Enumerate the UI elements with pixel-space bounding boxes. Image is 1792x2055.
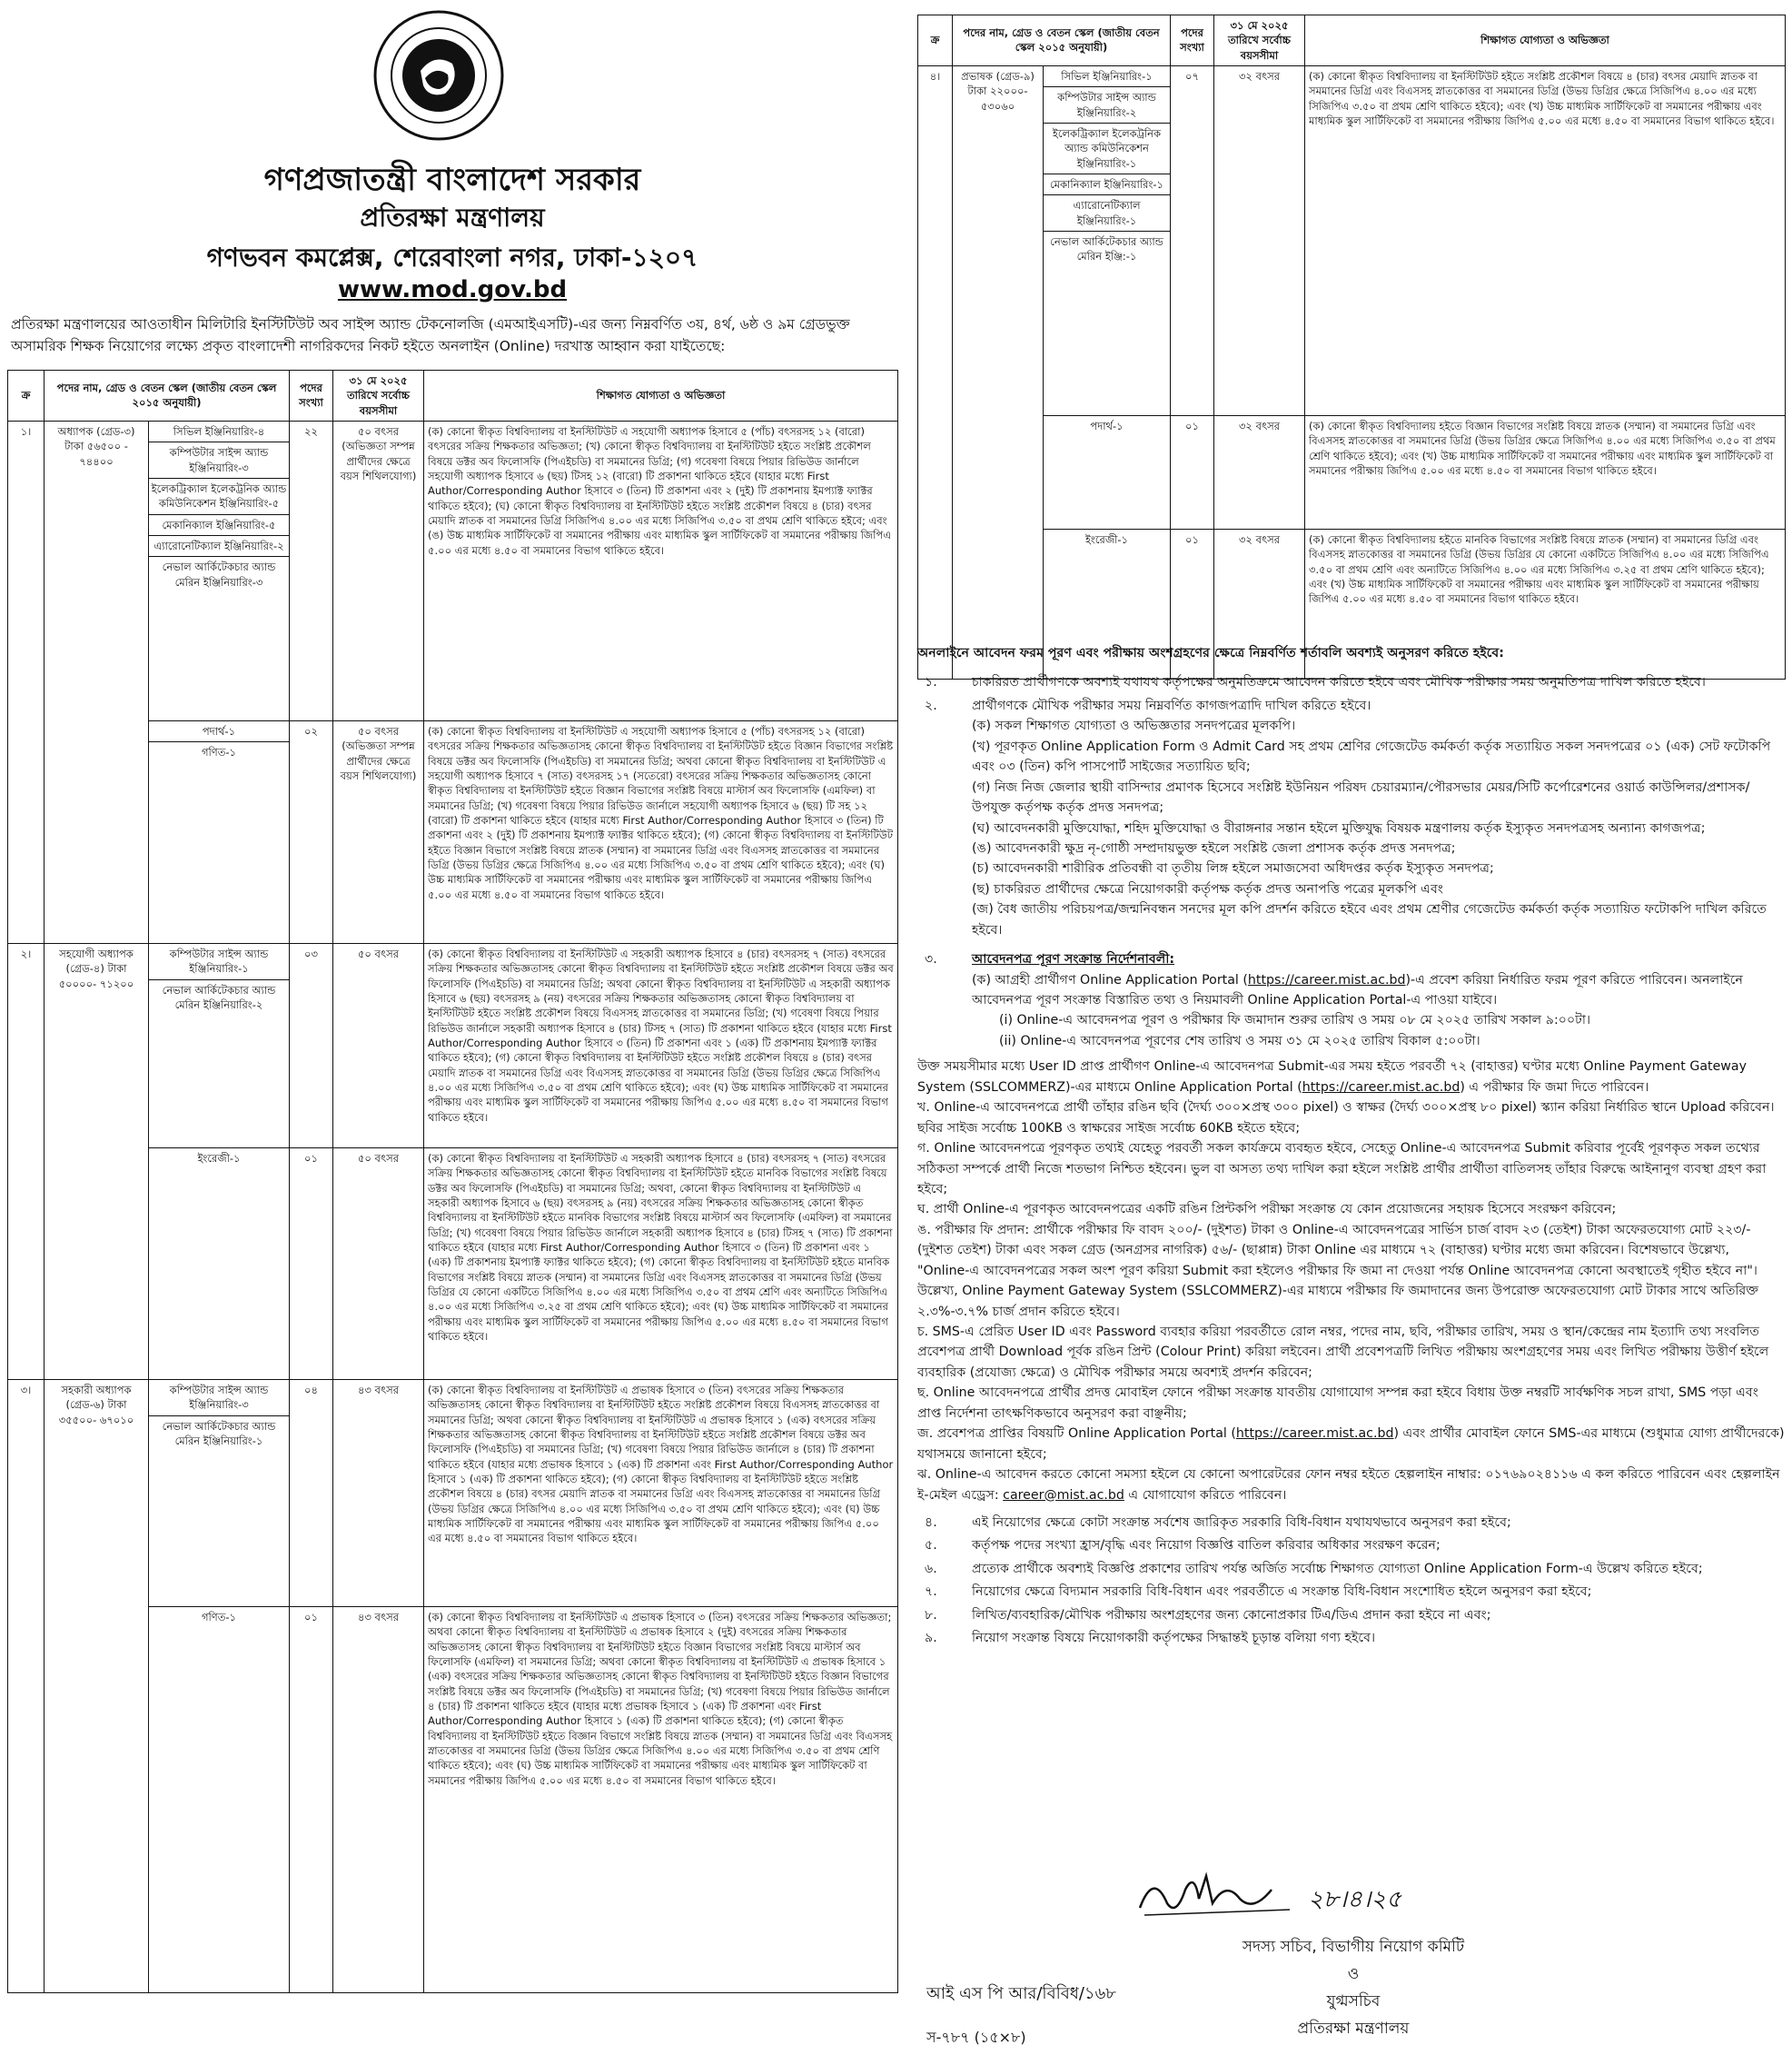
table-row	[918, 65, 1786, 415]
subject-item: সিভিল ইঞ্জিনিয়ারিং-৪	[149, 422, 289, 442]
document-item: (জ) বৈধ জাতীয় পরিচয়পত্র/জন্মনিবন্ধন সনদের মূল কপি প্রদর্শন করিতে হইবে এবং প্রথম শ্রেণীর গেজেটেড কর্মকর্তা কর্তৃক সত্যায়িত ফটোকপি দাখিল করিতে হইবে।	[972, 902, 1767, 938]
subject-item: গণিত-১	[201, 746, 237, 759]
document-item: (ঙ) আবেদনকারী ক্ষুদ্র নৃ-গোষ্ঠী সম্প্রদায়ভুক্ত হইলে সংশ্লিষ্ট জেলা প্রশাসক কর্তৃক প্রদত্ত সনদপত্র;	[972, 840, 1456, 856]
age-limit: ৪৩ বৎসর	[333, 1606, 424, 1992]
government-seal-icon	[371, 7, 507, 144]
subject-list	[149, 1147, 290, 1379]
subject-list	[149, 1379, 290, 1606]
subject-item: নেভাল আর্কিটেকচার অ্যান্ড মেরিন ইঞ্জিনিয়ারিং-৩	[162, 561, 276, 589]
subject-item: সিভিল ইঞ্জিনিয়ারিং-১	[1044, 66, 1170, 87]
career-portal-link[interactable]: https://career.mist.ac.bd	[1235, 1426, 1394, 1442]
career-portal-link[interactable]: https://career.mist.ac.bd	[1302, 1079, 1460, 1095]
signatory-title: সদস্য সচিব, বিভাগীয় নিয়োগ কমিটি	[1242, 1938, 1465, 1956]
age-limit: ৫০ বৎসর (অভিজ্ঞতা সম্পন্ন প্রার্থীদের ক্ষেত্রে বয়স শিথিলযোগ্য)	[333, 720, 424, 943]
list-item: ৩. আবেদনপত্র পূরণ সংক্রান্ত নির্দেশনাবলী: (ক) আগ্রহী প্রার্থীগণ Online Application Portal (https://career.mist.ac.bd)-এ প্রবেশ করিয়া নির্ধারিত ফরম পূরণ করিতে পারিবেন। অনলাইনে আবেদনপত্র পূরণ সংক্রান্ত বিস্তারিত তথ্য ও নিয়মাবলী Online Application Portal-এ পাওয়া যাইবে। (i) Online-এ আবেদনপত্র পূরণ ও পরীক্ষার ফি জমাদান শুরুর তারিখ ও সময় ০৮ মে ২০২৫ তারিখ সকাল ৯:০০টা। (ii) Online-এ আবেদনপত্র পূরণের শেষ তারিখ ও সময় ৩১ মে ২০২৫ তারিখ বিকাল ৫:০০টা।	[925, 952, 1743, 1048]
list-item: ২. প্রার্থীগণকে মৌখিক পরীক্ষার সময় নিম্নবর্ণিত কাগজপত্রাদি দাখিল করিতে হইবে। (ক) সকল শিক্ষাগত যোগ্যতা ও অভিজ্ঞতার সনদপত্রের মূলকপি। (খ) পূরণকৃত Online Application Form ও Admit Card সহ প্রথম শ্রেণির গেজেটেড কর্মকর্তা কর্তৃক সত্যায়িত সকল সনদপত্রের ০১ (এক) সেট ফটোকপি এবং ০৩ (তিন) কপি পাসপোর্ট সাইজের সত্যায়িত ছবি; (গ) নিজ নিজ জেলার স্থায়ী বাসিন্দার প্রমাণক হিসেবে সংশ্লিষ্ট ইউনিয়ন পরিষদ চেয়ারম্যান/পৌরসভার মেয়র/সিটি কর্পোরেশনের ওয়ার্ড কাউন্সিলর/প্রশাসক/উপযুক্ত কর্তৃপক্ষ কর্তৃক প্রদত্ত সনদপত্র; (ঘ) আবেদনকারী মুক্তিযোদ্ধা, শহিদ মুক্তিযোদ্ধা ও বীরাঙ্গনার সন্তান হইলে মুক্তিযুদ্ধ বিষয়ক মন্ত্রণালয় কর্তৃক ইস্যুকৃত সনদপত্রসহ অন্যান্য কাগজপত্র; (ঙ) আবেদনকারী ক্ষুদ্র নৃ-গোষ্ঠী সম্প্রদায়ভুক্ত হইলে সংশ্লিষ্ট জেলা প্রশাসক কর্তৃক প্রদত্ত সনদপত্র; (চ) আবেদনকারী শারীরিক প্রতিবন্ধী বা তৃতীয় লিঙ্গ হইলে সমাজসেবা অধিদপ্তর কর্তৃক ইস্যুকৃত সনদপত্র; (ছ) চাকরিরত প্রার্থীদের ক্ষেত্রে নিয়োগকারী কর্তৃপক্ষ কর্তৃক প্রদত্ত অনাপত্তি পত্রের মূলকপি এবং (জ) বৈধ জাতীয় পরিচয়পত্র/জন্মনিবন্ধন সনদের মূল কপি প্রদর্শন করিতে হইবে এবং প্রথম শ্রেণীর গেজেটেড কর্মকর্তা কর্তৃক সত্যায়িত ফটোকপি দাখিল করিতে হইবে।	[917, 696, 1785, 940]
post-count: ০৩	[290, 943, 333, 1147]
subject-item: কম্পিউটার সাইন্স অ্যান্ড ইঞ্জিনিয়ারিং-৩	[149, 442, 289, 479]
document-title: গণপ্রজাতন্ত্রী বাংলাদেশ সরকার	[263, 162, 641, 198]
post-count: ০১	[290, 1147, 333, 1379]
table-row	[8, 1379, 898, 1606]
qualification-text: (ক) কোনো স্বীকৃত বিশ্ববিদ্যালয় বা ইনস্টিটিউট এ সহযোগী অধ্যাপক হিসাবে ৫ (পাঁচ) বৎসরসহ ১২ (বারো) বৎসরের সক্রিয় শিক্ষকতার অভিজ্ঞতাসহ কোনো স্বীকৃত বিশ্ববিদ্যালয় বা ইনস্টিটিউট হইতে বিজ্ঞান বিভাগের সংশ্লিষ্ট বিষয়ে ডক্টর অব ফিলোসফি (পিএইচডি) বা সমমানের ডিগ্রি; অথবা কোনো স্বীকৃত বিশ্ববিদ্যালয় বা ইনস্টিটিউট এ সহযোগী অধ্যাপক হিসাবে ৭ (সাত) বৎসরসহ ১৭ (সতেরো) বৎসরের সক্রিয় শিক্ষকতার অভিজ্ঞতাসহ কোনো স্বীকৃত বিশ্ববিদ্যালয় বা ইনস্টিটিউট হইতে বিজ্ঞান বিভাগের সংশ্লিষ্ট বিষয়ে মাস্টার্স অব ফিলোসফি (এমফিল) বা সমমানের ডিগ্রি; (খ) গবেষণা বিষয়ে পিয়ার রিভিউড জার্নালে সহযোগী অধ্যাপক হিসাবে ৬ (ছয়) টি সহ ১২ (বারো) টি প্রকাশনা থাকিতে হইবে (যাহার মধ্যে First Author/Corresponding Author হিসাবে ৩ (তিন) টি প্রকাশনা এবং ২ (দুই) টি প্রকাশনায় ইমপ্যাক্ট ফ্যাক্টর থাকিতে হইবে); (গ) কোনো স্বীকৃত বিশ্ববিদ্যালয় বা ইনস্টিটিউট হইতে বিজ্ঞান বিভাগে সংশ্লিষ্ট বিষয়ে স্নাতক (সম্মান) বা সমমানের ডিগ্রি এবং বিএসসহ স্নাতকোত্তর বা সমমানের ডিগ্রি (উভয় ডিগ্রির ক্ষেত্রে সিজিপিএ ৪.০০ এর মধ্যে সিজিপিএ ৩.৫০ বা প্রথম শ্রেণি থাকিতে হইবে); এবং (ঘ) উচ্চ মাধ্যমিক সার্টিফিকেট বা সমমানের পরীক্ষায় এবং মাধ্যমিক স্কুল সার্টিফিকেট বা সমমানের পরীক্ষায় জিপিএ ৫.০০ এর মধ্যে ৪.৫০ বা সমমানের বিভাগ থাকিতে হইবে।	[424, 720, 898, 943]
subject-item: গণিত-১	[201, 1610, 237, 1623]
table-row	[918, 415, 1786, 529]
document-item: (খ) পূরণকৃত Online Application Form ও Admit Card সহ প্রথম শ্রেণির গেজেটেড কর্মকর্তা কর্তৃক সত্যায়িত সকল সনদপত্রের ০১ (এক) সেট ফটোকপি এবং ০৩ (তিন) কপি পাসপোর্ট সাইজের সত্যায়িত ছবি;	[972, 739, 1771, 775]
ministry-address: গণভবন কমপ্লেক্স, শেরেবাংলা নগর, ঢাকা-১২০৭	[206, 243, 698, 273]
table-row	[8, 943, 898, 1147]
col-age: ৩১ মে ২০২৫ তারিখে সর্বোচ্চ বয়সসীমা	[1214, 15, 1305, 66]
table-header-row	[8, 371, 898, 422]
ministry-website-link[interactable]: www.mod.gov.bd	[337, 276, 568, 303]
post-count: ০৭	[1171, 65, 1214, 415]
col-sl: ক্র	[918, 15, 953, 66]
application-conditions: অনলাইনে আবেদন ফরম পূরণ এবং পরীক্ষায় অংশগ্রহণের ক্ষেত্রে নিম্নবর্ণিত শর্তাবলি অবশ্যই অনুসরণ করিতে হইবে: ১. চাকরিরত প্রার্থীগণকে অবশ্যই যথাযথ কর্তৃপক্ষের অনুমতিক্রমে আবেদন করিতে হইবে এবং মৌখিক পরীক্ষার সময় অনুমতিপত্র দাখিল করিতে হইবে। ২. প্রার্থীগণকে মৌখিক পরীক্ষার সময় নিম্নবর্ণিত কাগজপত্রাদি দাখিল করিতে হইবে। (ক) সকল শিক্ষাগত যোগ্যতা ও অভিজ্ঞতার সনদপত্রের মূলকপি। (খ) পূরণকৃত Online Application Form ও Admit Card সহ প্রথম শ্রেণির গেজেটেড কর্মকর্তা কর্তৃক সত্যায়িত সকল সনদপত্রের ০১ (এক) সেট ফটোকপি এবং ০৩ (তিন) কপি পাসপোর্ট সাইজের সত্যায়িত ছবি; (গ) নিজ নিজ জেলার স্থায়ী বাসিন্দার প্রমাণক হিসেবে সংশ্লিষ্ট ইউনিয়ন পরিষদ চেয়ারম্যান/পৌরসভার মেয়র/সিটি কর্পোরেশনের ওয়ার্ড কাউন্সিলর/প্রশাসক/উপযুক্ত কর্তৃপক্ষ কর্তৃক প্রদত্ত সনদপত্র; (ঘ) আবেদনকারী মুক্তিযোদ্ধা, শহিদ মুক্তিযোদ্ধা ও বীরাঙ্গনার সন্তান হইলে মুক্তিযুদ্ধ বিষয়ক মন্ত্রণালয় কর্তৃক ইস্যুকৃত সনদপত্রসহ অন্যান্য কাগজপত্র; (ঙ) আবেদনকারী ক্ষুদ্র নৃ-গোষ্ঠী সম্প্রদায়ভুক্ত হইলে সংশ্লিষ্ট জেলা প্রশাসক কর্তৃক প্রদত্ত সনদপত্র; (চ) আবেদনকারী শারীরিক প্রতিবন্ধী বা তৃতীয় লিঙ্গ হইলে সমাজসেবা অধিদপ্তর কর্তৃক ইস্যুকৃত সনদপত্র; (ছ) চাকরিরত প্রার্থীদের ক্ষেত্রে নিয়োগকারী কর্তৃপক্ষ কর্তৃক প্রদত্ত অনাপত্তি পত্রের মূলকপি এবং (জ) বৈধ জাতীয় পরিচয়পত্র/জন্মনিবন্ধন সনদের মূল কপি প্রদর্শন করিতে হইবে এবং প্রথম শ্রেণীর গেজেটেড কর্মকর্তা কর্তৃক সত্যায়িত ফটোকপি দাখিল করিতে হইবে। ৩. আবেদনপত্র পূরণ সংক্রান্ত নির্দেশনাবলী: (ক) আগ্রহী প্রার্থীগণ Online Application Portal (https://career.mist.ac.bd)-এ প্রবেশ করিয়া নির্ধারিত ফরম পূরণ করিতে পারিবেন। অনলাইনে আবেদনপত্র পূরণ সংক্রান্ত বিস্তারিত তথ্য ও নিয়মাবলী Online Application Portal-এ পাওয়া যাইবে। (i) Online-এ আবেদনপত্র পূরণ ও পরীক্ষার ফি জমাদান শুরুর তারিখ ও সময় ০৮ মে ২০২৫ তারিখ সকাল ৯:০০টা। (ii) Online-এ আবেদনপত্র পূরণের শেষ তারিখ ও সময় ৩১ মে ২০২৫ তারিখ বিকাল ৫:০০টা। উক্ত সময়সীমার মধ্যে User ID প্রাপ্ত প্রার্থীগণ Online-এ আবেদনপত্র Submit-এর সময় হইতে পরবর্তী ৭২ (বাহাত্তর) ঘণ্টার মধ্যে Online Payment Gateway System (SSLCOMMERZ)-এর মাধ্যমে Online Application Portal (https://career.mist.ac.bd) এ পরীক্ষার ফি জমা দিতে পারিবেন। খ. Online-এ আবেদনপত্রে প্রার্থী তাঁহার রঙিন ছবি (দৈর্ঘ্য ৩০০×প্রস্থ ৩০০ pixel) ও স্বাক্ষর (দৈর্ঘ্য ৩০০×প্রস্থ ৮০ pixel) স্ক্যান করিয়া নির্ধারিত স্থানে Upload করিবেন। ছবির সাইজ সর্বোচ্চ 100KB ও স্বাক্ষরের সাইজ সর্বোচ্চ 60KB হইতে হইবে; গ. Online আবেদনপত্রে পূরণকৃত তথ্যই যেহেতু পরবর্তী সকল কার্যক্রমে ব্যবহৃত হইবে, সেহেতু Online-এ আবেদনপত্র Submit করিবার পূর্বেই পূরণকৃত সকল তথ্যের সঠিকতা সম্পর্কে প্রার্থী নিজে শতভাগ নিশ্চিত হইবেন। ভুল বা অসত্য তথ্য দাখিল করা হইলে সংশ্লিষ্ট প্রার্থীর প্রার্থীতা বাতিলসহ তাঁহার বিরুদ্ধে আইনানুগ ব্যবস্থা গ্রহণ করা হইবে; ঘ. প্রার্থী Online-এ পূরণকৃত আবেদনপত্রের একটি রঙিন প্রিন্টকপি পরীক্ষা সংক্রান্ত যে কোন প্রয়োজনের সহায়ক হিসেবে সংরক্ষণ করিবেন; ঙ. পরীক্ষার ফি প্রদান: প্রার্থীকে পরীক্ষার ফি বাবদ ২০০/- (দুইশত) টাকা ও Online-এ আবেদনপত্রের সার্ভিস চার্জ বাবদ ২৩ (তেইশ) টাকা অফেরতযোগ্য মোট ২২৩/- (দুইশত তেইশ) টাকা এবং সকল গ্রেড (অনগ্রসর নাগরিক) ৫৬/- (ছাপ্পান্ন) টাকা Online এর মাধ্যমে ৭২ (বাহাত্তর) ঘণ্টার মধ্যে জমা করিবেন। বিশেষভাবে উল্লেখ্য, "Online-এ আবেদনপত্রের সকল অংশ পূরণ করিয়া Submit করা হইলেও পরীক্ষার ফি জমা না দেওয়া পর্যন্ত Online আবেদনপত্র কোনো অবস্থাতেই গৃহীত হইবে না"। উল্লেখ্য, Online Payment Gateway System (SSLCOMMERZ)-এর মাধ্যমে পরীক্ষার ফি জমাদানের জন্য উপরোক্ত অফেরতযোগ্য মোট টাকার সাথে অতিরিক্ত ২.৩%-৩.৭% চার্জ প্রদান করিতে হইবে। চ. SMS-এ প্রেরিত User ID এবং Password ব্যবহার করিয়া পরবর্তীতে রোল নম্বর, পদের নাম, ছবি, পরীক্ষার তারিখ, সময় ও স্থান/কেন্দ্রের নাম ইত্যাদি তথ্য সংবলিত প্রবেশপত্র প্রার্থী Download পূর্বক রঙিন প্রিন্ট (Colour Print) করিয়া লইবেন। প্রার্থী প্রবেশপত্রটি লিখিত পরীক্ষায় অংশগ্রহণের সময় এবং লিখিত পরীক্ষায় উত্তীর্ণ হইলে ব্যবহারিক (প্রযোজ্য ক্ষেত্রে) ও মৌখিক পরীক্ষার সময়ে অবশ্যই প্রদর্শন করিবেন; ছ. Online আবেদনপত্রে প্রার্থীর প্রদত্ত মোবাইল ফোনে পরীক্ষা সংক্রান্ত যাবতীয় যোগাযোগ সম্পন্ন করা হইবে বিধায় উক্ত নম্বরটি সার্বক্ষণিক সচল রাখা, SMS পড়া এবং প্রাপ্ত নির্দেশনা তাৎক্ষণিকভাবে অনুসরণ করা বাঞ্ছনীয়; জ. প্রবেশপত্র প্রাপ্তির বিষয়টি Online Application Portal (https://career.mist.ac.bd) এবং প্রার্থীর মোবাইল ফোনে SMS-এর মাধ্যমে (শুধুমাত্র যোগ্য প্রার্থীদেরকে) যথাসময়ে জানানো হইবে; ঝ. Online-এ আবেদন করতে কোনো সমস্যা হইলে যে কোনো অপারেটরের ফোন নম্বর হইতে হেল্পলাইন নাম্বার: ০১৭৬৯০২৪১১৬ এ কল করিতে পারিবেন এবং হেল্পলাইন ই-মেইল এড্রেস: career@mist.ac.bd এ যোগাযোগ করিতে পারিবেন। ৪. এই নিয়োগের ক্ষেত্রে কোটা সংক্রান্ত সর্বশেষ জারিকৃত সরকারি বিধি-বিধান যথাযথভাবে অনুসরণ করা হইবে; ৫. কর্তৃপক্ষ পদের সংখ্যা হ্রাস/বৃদ্ধি এবং নিয়োগ বিজ্ঞপ্তি বাতিল করিবার অধিকার সংরক্ষণ করেন; ৬. প্রত্যেক প্রার্থীকে অবশ্যই বিজ্ঞপ্তি প্রকাশের তারিখ পর্যন্ত অর্জিত সর্বোচ্চ শিক্ষাগত যোগ্যতা Online Application Form-এ উল্লেখ করিতে হইবে; ৭. নিয়োগের ক্ষেত্রে বিদ্যমান সরকারি বিধি-বিধান এবং পরবর্তীতে এ সংক্রান্ত বিধি-বিধান সংশোধিত হইলে অনুসরণ করা হইবে; ৮. লিখিত/ব্যবহারিক/মৌখিক পরীক্ষায় অংশগ্রহণের জন্য কোনোপ্রকার টিএ/ডিএ প্রদান করা হইবে না এবং; ৯. নিয়োগ সংক্রান্ত বিষয়ে নিয়োগকারী কর্তৃপক্ষের সিদ্ধান্তই চূড়ান্ত বলিয়া গণ্য হইবে।	[917, 643, 1785, 1649]
subject-item: ইংরেজী-১	[197, 1151, 241, 1165]
col-post: পদের নাম, গ্রেড ও বেতন স্কেল (জাতীয় বেতন স্কেল ২০১৫ অনুযায়ী)	[45, 371, 290, 422]
qualification-text: (ক) কোনো স্বীকৃত বিশ্ববিদ্যালয় হইতে বিজ্ঞান বিভাগের সংশ্লিষ্ট বিষয়ে স্নাতক (সম্মান) বা সমমানের ডিগ্রি এবং বিএসসহ স্নাতকোত্তর বা সমমানের ডিগ্রি (উভয় ডিগ্রির ক্ষেত্রে সিজিপিএ ৪.০০ এর মধ্যে সিজিপিএ ৩.৫০ বা প্রথম শ্রেণি থাকিতে হইবে); এবং (খ) উচ্চ মাধ্যমিক সার্টিফিকেট বা সমমানের পরীক্ষায় এবং মাধ্যমিক স্কুল সার্টিফিকেট বা সমমানের পরীক্ষায় জিপিএ ৫.০০ এর মধ্যে ৪.৫০ বা সমমানের বিভাগ থাকিতে হইবে।	[1305, 415, 1786, 529]
qualification-text: (ক) কোনো স্বীকৃত বিশ্ববিদ্যালয় বা ইনস্টিটিউট এ সহযোগী অধ্যাপক হিসাবে ৫ (পাঁচ) বৎসরসহ ১২ (বারো) বৎসরের সক্রিয় শিক্ষকতার অভিজ্ঞতা; (খ) কোনো স্বীকৃত বিশ্ববিদ্যালয় বা ইনস্টিটিউট হইতে সংশ্লিষ্ট প্রকৌশল বিষয়ে ডক্টর অব ফিলোসফি (পিএইচডি) বা সমমানের ডিগ্রি; (গ) গবেষণা বিষয়ে পিয়ার রিভিউড জার্নালে সহযোগী অধ্যাপক হিসাবে ৬ (ছয়) টিসহ ১২ (বারো) টি প্রকাশনা থাকিতে হইবে (যাহার মধ্যে First Author/Corresponding Author হিসাবে ৩ (তিন) টি প্রকাশনা এবং ২ (দুই) টি প্রকাশনায় ইমপ্যাক্ট ফ্যাক্টর থাকিতে হইবে); (ঘ) কোনো স্বীকৃত বিশ্ববিদ্যালয় বা ইনস্টিটিউট হইতে সংশ্লিষ্ট প্রকৌশল বিষয়ে ৪ (চার) বৎসর মেয়াদি স্নাতক বা সমমানের ডিগ্রি সিজিপিএ ৪.০০ এর মধ্যে সিজিপিএ ৩.৫০ বা প্রথম শ্রেণি থাকিতে হইবে; এবং (ঙ) উচ্চ মাধ্যমিক সার্টিফিকেট বা সমমানের পরীক্ষায় এবং মাধ্যমিক স্কুল সার্টিফিকেট বা সমমানের পরীক্ষায় জিপিএ ৫.০০ এর মধ্যে ৪.৫০ বা সমমানের বিভাগ থাকিতে হইবে।	[424, 421, 898, 720]
qualification-text: (ক) কোনো স্বীকৃত বিশ্ববিদ্যালয় বা ইনস্টিটিউট এ প্রভাষক হিসাবে ৩ (তিন) বৎসরের সক্রিয় শিক্ষকতার অভিজ্ঞতা; অথবা কোনো স্বীকৃত বিশ্ববিদ্যালয় বা ইনস্টিটিউট এ প্রভাষক হিসাবে ২ (দুই) বৎসরের সক্রিয় শিক্ষকতার অভিজ্ঞতাসহ কোনো স্বীকৃত বিশ্ববিদ্যালয় বা ইনস্টিটিউট হইতে বিজ্ঞান বিভাগের সংশ্লিষ্ট বিষয়ে মাস্টার্স অব ফিলোসফি (এমফিল) বা সমমানের ডিগ্রি; অথবা কোনো স্বীকৃত বিশ্ববিদ্যালয় বা ইনস্টিটিউট এ প্রভাষক হিসাবে ১ (এক) বৎসরের সক্রিয় শিক্ষকতার অভিজ্ঞতাসহ কোনো স্বীকৃত বিশ্ববিদ্যালয় বা ইনস্টিটিউট হইতে বিজ্ঞান বিভাগের সংশ্লিষ্ট বিষয়ে ডক্টর অব ফিলোসফি (পিএইচডি) বা সমমানের ডিগ্রি; (খ) গবেষণা বিষয়ে পিয়ার রিভিউড জার্নালে ৪ (চার) টি প্রকাশনা থাকিতে হইবে (যাহার মধ্যে প্রভাষক হিসাবে ১ (এক) টি প্রকাশনা এবং First Author/Corresponding Author হিসাবে ১ (এক) টি প্রকাশনা থাকিতে হইবে); (গ) কোনো স্বীকৃত বিশ্ববিদ্যালয় বা ইনস্টিটিউট হইতে বিজ্ঞান বিভাগে সংশ্লিষ্ট বিষয়ে স্নাতক (সম্মান) বা সমমানের ডিগ্রি এবং বিএসসহ স্নাতকোত্তর বা সমমানের ডিগ্রি (উভয় ডিগ্রির ক্ষেত্রে সিজিপিএ ৪.০০ এর মধ্যে সিজিপিএ ৩.৫০ বা প্রথম শ্রেণি থাকিতে হইবে); এবং (ঘ) উচ্চ মাধ্যমিক সার্টিফিকেট বা সমমানের পরীক্ষায় এবং মাধ্যমিক স্কুল সার্টিফিকেট বা সমমানের পরীক্ষায় জিপিএ ৫.০০ এর মধ্যে ৪.৫০ বা সমমানের বিভাগ থাকিতে হইবে।	[424, 1606, 898, 1992]
post-count: ০২	[290, 720, 333, 943]
post-count: ২২	[290, 421, 333, 720]
row-serial: ১।	[8, 421, 45, 943]
col-qualification: শিক্ষাগত যোগ্যতা ও অভিজ্ঞতা	[1305, 15, 1786, 66]
subject-list	[149, 421, 290, 720]
subject-item: ইলেকট্রিক্যাল ইলেকট্রনিক অ্যান্ড কমিউনিকেশন ইঞ্জিনিয়ারিং-৫	[149, 479, 289, 515]
list-item: ৮. লিখিত/ব্যবহারিক/মৌখিক পরীক্ষায় অংশগ্রহণের জন্য কোনোপ্রকার টিএ/ডিএ প্রদান করা হইবে না এবং;	[925, 1607, 1491, 1623]
subject-item: ইংরেজী-১	[1084, 532, 1129, 546]
qualification-text: (ক) কোনো স্বীকৃত বিশ্ববিদ্যালয় বা ইনস্টিটিউট এ সহকারী অধ্যাপক হিসাবে ৪ (চার) বৎসরসহ ৭ (সাত) বৎসরের সক্রিয় শিক্ষকতার অভিজ্ঞতাসহ কোনো স্বীকৃত বিশ্ববিদ্যালয় বা ইনস্টিটিউট হইতে সংশ্লিষ্ট প্রকৌশল বিষয়ে ডক্টর অব ফিলোসফি (পিএইচডি) বা সমমানের ডিগ্রি; অথবা কোনো স্বীকৃত বিশ্ববিদ্যালয় বা ইনস্টিটিউট এ সহকারী অধ্যাপক হিসাবে ৬ (ছয়) বৎসরসহ ৯ (নয়) বৎসরের সক্রিয় শিক্ষকতার অভিজ্ঞতাসহ কোনো স্বীকৃত বিশ্ববিদ্যালয় বা ইনস্টিটিউট হইতে সংশ্লিষ্ট প্রকৌশল বিষয়ে বিএসসহ স্নাতকোত্তর বা সমমানের ডিগ্রি; (খ) গবেষণা বিষয়ে পিয়ার রিভিউড জার্নালে সহকারী অধ্যাপক হিসাবে ৪ (চার) টিসহ ৭ (সাত) টি প্রকাশনা থাকিতে হইবে (যাহার মধ্যে First Author/Corresponding Author হিসাবে ৩ (তিন) টি প্রকাশনা এবং ১ (এক) টি প্রকাশনায় ইমপ্যাক্ট ফ্যাক্টর থাকিতে হইবে); (গ) কোনো স্বীকৃত বিশ্ববিদ্যালয় বা ইনস্টিটিউট হইতে সংশ্লিষ্ট প্রকৌশল বিষয়ে ৪ (চার) বৎসর মেয়াদি স্নাতক বা সমমানের ডিগ্রি এবং বিএসসহ স্নাতকোত্তর বা সমমানের ডিগ্রি (উভয় ডিগ্রির ক্ষেত্রে সিজিপিএ ৪.০০ এর মধ্যে সিজিপিএ ৩.৫০ বা প্রথম শ্রেণি থাকিতে হইবে); এবং (ঘ) উচ্চ মাধ্যমিক সার্টিফিকেট বা সমমানের পরীক্ষায় এবং মাধ্যমিক স্কুল সার্টিফিকেট বা সমমানের পরীক্ষায় জিপিএ ৫.০০ এর মধ্যে ৪.৫০ বা সমমানের বিভাগ থাকিতে হইবে।	[424, 943, 898, 1147]
subject-item: পদার্থ-১	[149, 721, 289, 742]
post-count: ০১	[290, 1606, 333, 1992]
qualification-text: (ক) কোনো স্বীকৃত বিশ্ববিদ্যালয় বা ইনস্টিটিউট এ প্রভাষক হিসাবে ৩ (তিন) বৎসরের সক্রিয় শিক্ষকতার অভিজ্ঞতাসহ কোনো স্বীকৃত বিশ্ববিদ্যালয় বা ইনস্টিটিউট হইতে সংশ্লিষ্ট প্রকৌশল বিষয়ে বিএসসহ স্নাতকোত্তর বা সমমানের ডিগ্রি; অথবা কোনো স্বীকৃত বিশ্ববিদ্যালয় বা ইনস্টিটিউট এ প্রভাষক হিসাবে ১ (এক) বৎসরের সক্রিয় শিক্ষকতার অভিজ্ঞতাসহ কোনো স্বীকৃত বিশ্ববিদ্যালয় বা ইনস্টিটিউট হইতে সংশ্লিষ্ট প্রকৌশল বিষয়ে ডক্টর অব ফিলোসফি (পিএইচডি) বা সমমানের ডিগ্রি; (খ) গবেষণা বিষয়ে পিয়ার রিভিউড জার্নালে ৪ (চার) টি প্রকাশনা থাকিতে হইবে (যাহার মধ্যে প্রভাষক হিসাবে ১ (এক) টি প্রকাশনা এবং First Author/Corresponding Author হিসাবে ১ (এক) টি প্রকাশনা থাকিতে হইবে); (গ) কোনো স্বীকৃত বিশ্ববিদ্যালয় বা ইনস্টিটিউট হইতে সংশ্লিষ্ট প্রকৌশল বিষয়ে ৪ (চার) বৎসর মেয়াদি স্নাতক বা সমমানের ডিগ্রি এবং বিএসসহ স্নাতকোত্তর বা সমমানের ডিগ্রি (উভয় ডিগ্রির ক্ষেত্রে সিজিপিএ ৪.০০ এর মধ্যে সিজিপিএ ৩.৫০ বা প্রথম শ্রেণি থাকিতে হইবে); এবং (ঘ) উচ্চ মাধ্যমিক সার্টিফিকেট বা সমমানের পরীক্ষায় এবং মাধ্যমিক স্কুল সার্টিফিকেট বা সমমানের পরীক্ষায় জিপিএ ৫.০০ এর মধ্যে ৪.৫০ বা সমমানের বিভাগ থাকিতে হইবে।	[424, 1379, 898, 1606]
signatory-designation: যুগ্মসচিব	[1326, 1992, 1381, 2010]
list-item: ১. চাকরিরত প্রার্থীগণকে অবশ্যই যথাযথ কর্তৃপক্ষের অনুমতিক্রমে আবেদন করিতে হইবে এবং মৌখিক পরীক্ষার সময় অনুমতিপত্র দাখিল করিতে হইবে।	[925, 675, 1706, 690]
conditions-lead: অনলাইনে আবেদন ফরম পূরণ এবং পরীক্ষায় অংশগ্রহণের ক্ষেত্রে নিম্নবর্ণিত শর্তাবলি অবশ্যই অনুসরণ করিতে হইবে:	[917, 646, 1504, 660]
list-item: ৫. কর্তৃপক্ষ পদের সংখ্যা হ্রাস/বৃদ্ধি এবং নিয়োগ বিজ্ঞপ্তি বাতিল করিবার অধিকার সংরক্ষণ করেন;	[925, 1538, 1441, 1554]
post-name: সহকারী অধ্যাপক (গ্রেড-৬) টাকা ৩৫৫০০- ৬৭০১০	[45, 1379, 149, 1992]
career-portal-link[interactable]: https://career.mist.ac.bd	[1247, 972, 1406, 988]
col-count: পদের সংখ্যা	[290, 371, 333, 422]
row-serial: ৩।	[8, 1379, 45, 1992]
ministry-name: প্রতিরক্ষা মন্ত্রণালয়	[360, 203, 545, 233]
signatory-and: ও	[1347, 1965, 1360, 1983]
subject-item: মেকানিক্যাল ইঞ্জিনিয়ারিং-৫	[149, 515, 289, 536]
list-item: ৬. প্রত্যেক প্রার্থীকে অবশ্যই বিজ্ঞপ্তি প্রকাশের তারিখ পর্যন্ত অর্জিত সর্বোচ্চ শিক্ষাগত যোগ্যতা Online Application Form-এ উল্লেখ করিতে হইবে;	[925, 1561, 1703, 1576]
subject-item: এ্যারোনেটিক্যাল ইঞ্জিনিয়ারিং-১	[1044, 195, 1170, 232]
post-name: অধ্যাপক (গ্রেড-৩) টাকা ৫৬৫০০ - ৭৪৪০০	[45, 421, 149, 943]
subject-list	[1044, 415, 1171, 529]
list-item: ৭. নিয়োগের ক্ষেত্রে বিদ্যমান সরকারি বিধি-বিধান এবং পরবর্তীতে এ সংক্রান্ত বিধি-বিধান সংশোধিত হইলে অনুসরণ করা হইবে;	[925, 1584, 1592, 1600]
col-sl: ক্র	[8, 371, 45, 422]
age-limit: ৪৩ বৎসর	[333, 1379, 424, 1606]
age-limit: ৫০ বৎসর (অভিজ্ঞতা সম্পন্ন প্রার্থীদের ক্ষেত্রে বয়স শিথিলযোগ্য)	[333, 421, 424, 720]
subject-item: পদার্থ-১	[1090, 419, 1124, 432]
post-name: সহযোগী অধ্যাপক (গ্রেড-৪) টাকা ৫০০০০- ৭১২০০	[45, 943, 149, 1379]
list-item: ৯. নিয়োগ সংক্রান্ত বিষয়ে নিয়োগকারী কর্তৃপক্ষের সিদ্ধান্তই চূড়ান্ত বলিয়া গণ্য হইবে।	[925, 1631, 1376, 1646]
subject-item: কম্পিউটার সাইন্স অ্যান্ড ইঞ্জিনিয়ারিং-১	[149, 944, 289, 980]
row-serial: ২।	[8, 943, 45, 1379]
ispr-reference: আই এস পি আর/বিবিধ/১৬৮	[926, 1984, 1116, 2003]
post-count: ০১	[1171, 415, 1214, 529]
qualification-text: (ক) কোনো স্বীকৃত বিশ্ববিদ্যালয় হইতে মানবিক বিভাগের সংশ্লিষ্ট বিষয়ে স্নাতক (সম্মান) বা সমমানের ডিগ্রি এবং বিএসসহ স্নাতকোত্তর বা সমমানের ডিগ্রি (উভয় ডিগ্রির যে কোনো একটিতে সিজিপিএ ৪.০০ এর মধ্যে সিজিপিএ ৩.৫০ বা প্রথম শ্রেণি এবং অন্যটিতে সিজিপিএ ৪.০০ এর মধ্যে সিজিপিএ ৩.২৫ বা প্রথম শ্রেণি থাকিতে হইবে); এবং (খ) উচ্চ মাধ্যমিক সার্টিফিকেট বা সমমানের পরীক্ষায় এবং মাধ্যমিক স্কুল সার্টিফিকেট বা সমমানের পরীক্ষায় জিপিএ ৫.০০ এর মধ্যে ৪.৫০ বা সমমানের বিভাগ থাকিতে হইবে।	[1305, 529, 1786, 679]
signature-date: ২৮।৪।২৫	[1308, 1886, 1402, 1913]
subject-item: নেভাল আর্কিটেকচার অ্যান্ড মেরিন ইঞ্জিনিয়ারিং-১	[162, 1419, 276, 1447]
document-item: (ছ) চাকরিরত প্রার্থীদের ক্ষেত্রে নিয়োগকারী কর্তৃপক্ষ কর্তৃক প্রদত্ত অনাপত্তি পত্রের মূলকপি এবং	[972, 881, 1443, 897]
row-serial: ৪।	[918, 65, 953, 679]
right-positions-table	[917, 15, 1786, 680]
documents-list	[972, 716, 1785, 940]
signatory-ministry: প্রতিরক্ষা মন্ত্রণালয়	[1297, 2020, 1410, 2038]
subject-item: এ্যারোনেটিক্যাল ইঞ্জিনিয়ারিং-২	[149, 536, 289, 557]
subject-item: নেভাল আর্কিটেকচার অ্যান্ড মেরিন ইঞ্জি:-১	[1050, 234, 1163, 263]
table-header-row	[918, 15, 1786, 66]
signature-icon	[1135, 1862, 1299, 1926]
document-item: (ক) সকল শিক্ষাগত যোগ্যতা ও অভিজ্ঞতার সনদপত্রের মূলকপি।	[972, 719, 1296, 734]
subject-item: মেকানিক্যাল ইঞ্জিনিয়ারিং-১	[1044, 174, 1170, 195]
col-count: পদের সংখ্যা	[1171, 15, 1214, 66]
left-positions-table	[7, 370, 898, 1993]
post-count: ০১	[1171, 529, 1214, 679]
post-name: প্রভাষক (গ্রেড-৯) টাকা ২২০০০- ৫৩০৬০	[953, 65, 1044, 679]
col-post: পদের নাম, গ্রেড ও বেতন স্কেল (জাতীয় বেতন স্কেল ২০১৫ অনুযায়ী)	[953, 15, 1171, 66]
subject-item: ইলেকট্রিক্যাল ইলেকট্রনিক অ্যান্ড কমিউনিকেশন ইঞ্জিনিয়ারিং-১	[1044, 124, 1170, 174]
qualification-text: (ক) কোনো স্বীকৃত বিশ্ববিদ্যালয় বা ইনস্টিটিউট হইতে সংশ্লিষ্ট প্রকৌশল বিষয়ে ৪ (চার) বৎসর মেয়াদি স্নাতক বা সমমানের ডিগ্রি এবং বিএসসহ স্নাতকোত্তর বা সমমানের ডিগ্রি (উভয় ডিগ্রির ক্ষেত্রে সিজিপিএ ৪.০০ এর মধ্যে সিজিপিএ ৩.৫০ বা প্রথম শ্রেণি থাকিতে হইবে); এবং (খ) উচ্চ মাধ্যমিক সার্টিফিকেট বা সমমানের পরীক্ষায় এবং মাধ্যমিক স্কুল সার্টিফিকেট বা সমমানের পরীক্ষায় জিপিএ ৫.০০ এর মধ্যে ৪.৫০ বা সমমানের বিভাগ থাকিতে হইবে।	[1305, 65, 1786, 415]
list-item: ৪. এই নিয়োগের ক্ষেত্রে কোটা সংক্রান্ত সর্বশেষ জারিকৃত সরকারি বিধি-বিধান যথাযথভাবে অনুসরণ করা হইবে;	[925, 1514, 1511, 1530]
document-item: (চ) আবেদনকারী শারীরিক প্রতিবন্ধী বা তৃতীয় লিঙ্গ হইলে সমাজসেবা অধিদপ্তর কর্তৃক ইস্যুকৃত সনদপত্র;	[972, 861, 1494, 877]
subject-list	[149, 943, 290, 1147]
age-limit: ৩২ বৎসর	[1214, 65, 1305, 415]
qualification-text: (ক) কোনো স্বীকৃত বিশ্ববিদ্যালয় বা ইনস্টিটিউট এ সহকারী অধ্যাপক হিসাবে ৪ (চার) বৎসরসহ ৭ (সাত) বৎসরের সক্রিয় শিক্ষকতার অভিজ্ঞতাসহ কোনো স্বীকৃত বিশ্ববিদ্যালয় বা ইনস্টিটিউট হইতে মানবিক বিভাগের সংশ্লিষ্ট বিষয়ে ডক্টর অব ফিলোসফি (পিএইচডি) বা সমমানের ডিগ্রি; অথবা, কোনো স্বীকৃত বিশ্ববিদ্যালয় বা ইনস্টিটিউট এ সহকারী অধ্যাপক হিসাবে ৬ (ছয়) বৎসরসহ ৯ (নয়) বৎসরের সক্রিয় শিক্ষকতার অভিজ্ঞতাসহ কোনো স্বীকৃত বিশ্ববিদ্যালয় বা ইনস্টিটিউট হইতে মানবিক বিভাগের সংশ্লিষ্ট বিষয়ে মাস্টার্স অব ফিলোসফি (এমফিল) বা সমমানের ডিগ্রি; (খ) গবেষণা বিষয়ে পিয়ার রিভিউড জার্নালে সহকারী অধ্যাপক হিসাবে ৪ (চার) টিসহ ৭ (সাত) টি প্রকাশনা থাকিতে হইবে (যাহার মধ্যে First Author/Corresponding Author হিসাবে ৩ (তিন) টি প্রকাশনা এবং ১ (এক) টি প্রকাশনায় ইমপ্যাক্ট ফ্যাক্টর থাকিতে হইবে); (গ) কোনো স্বীকৃত বিশ্ববিদ্যালয় বা ইনস্টিটিউট হইতে মানবিক বিভাগের সংশ্লিষ্ট বিষয়ে স্নাতক (সম্মান) বা সমমানের ডিগ্রি এবং বিএসসহ স্নাতকোত্তর বা সমমানের ডিগ্রি (উভয় ডিগ্রির যে কোনো একটিতে সিজিপিএ ৪.০০ এর মধ্যে সিজিপিএ ৩.৫০ বা প্রথম শ্রেণি এবং অন্যটিতে সিজিপিএ ৪.০০ এর মধ্যে সিজিপিএ ৩.২৫ বা প্রথম শ্রেণি থাকিতে হইবে); এবং (ঘ) উচ্চ মাধ্যমিক সার্টিফিকেট বা সমমানের পরীক্ষায় এবং মাধ্যমিক স্কুল সার্টিফিকেট বা সমমানের পরীক্ষায় জিপিএ ৫.০০ এর মধ্যে ৪.৫০ বা সমমানের বিভাগ থাকিতে হইবে।	[424, 1147, 898, 1379]
age-limit: ৩২ বৎসর	[1214, 529, 1305, 679]
subject-item: কম্পিউটার সাইন্স অ্যান্ড ইঞ্জিনিয়ারিং-৩	[149, 1380, 289, 1416]
document-item: (গ) নিজ নিজ জেলার স্থায়ী বাসিন্দার প্রমাণক হিসেবে সংশ্লিষ্ট ইউনিয়ন পরিষদ চেয়ারম্যান/পৌরসভার মেয়র/সিটি কর্পোরেশনের ওয়ার্ড কাউন্সিলর/প্রশাসক/উপযুক্ত কর্তৃপক্ষ কর্তৃক প্রদত্ত সনদপত্র;	[972, 779, 1750, 816]
subject-item: কম্পিউটার সাইন্স অ্যান্ড ইঞ্জিনিয়ারিং-২	[1044, 87, 1170, 124]
table-row	[8, 421, 898, 720]
age-limit: ৫০ বৎসর	[333, 943, 424, 1147]
subject-item: নেভাল আর্কিটেকচার অ্যান্ড মেরিন ইঞ্জিনিয়ারিং-২	[162, 983, 276, 1011]
age-limit: ৫০ বৎসর	[333, 1147, 424, 1379]
subject-list	[149, 1606, 290, 1992]
col-qualification: শিক্ষাগত যোগ্যতা ও অভিজ্ঞতা	[424, 371, 898, 422]
post-count: ০৪	[290, 1379, 333, 1606]
intro-paragraph: প্রতিরক্ষা মন্ত্রণালয়ের আওতাধীন মিলিটারি ইনস্টিটিউট অব সাইন্স অ্যান্ড টেকনোলজি (এমআইএসটি)-এর জন্য নিম্নবর্ণিত ৩য়, ৪র্থ, ৬ষ্ঠ ও ৯ম গ্রেডভুক্ত অসামরিক শিক্ষক নিয়োগের লক্ষ্যে প্রকৃত বাংলাদেশী নাগরিকদের নিকট হইতে অনলাইন (Online) দরখাস্ত আহ্বান করা যাইতেছে:	[11, 316, 850, 355]
form-number: স-৭৮৭ (১৫×৮)	[926, 2029, 1026, 2046]
col-age: ৩১ মে ২০২৫ তারিখে সর্বোচ্চ বয়সসীমা	[333, 371, 424, 422]
age-limit: ৩২ বৎসর	[1214, 415, 1305, 529]
subject-list	[149, 720, 290, 943]
subject-list	[1044, 65, 1171, 415]
document-item: (ঘ) আবেদনকারী মুক্তিযোদ্ধা, শহিদ মুক্তিযোদ্ধা ও বীরাঙ্গনার সন্তান হইলে মুক্তিযুদ্ধ বিষয়ক মন্ত্রণালয় কর্তৃক ইস্যুকৃত সনদপত্রসহ অন্যান্য কাগজপত্র;	[972, 820, 1706, 836]
helpline-email-link[interactable]: career@mist.ac.bd	[1003, 1487, 1124, 1503]
